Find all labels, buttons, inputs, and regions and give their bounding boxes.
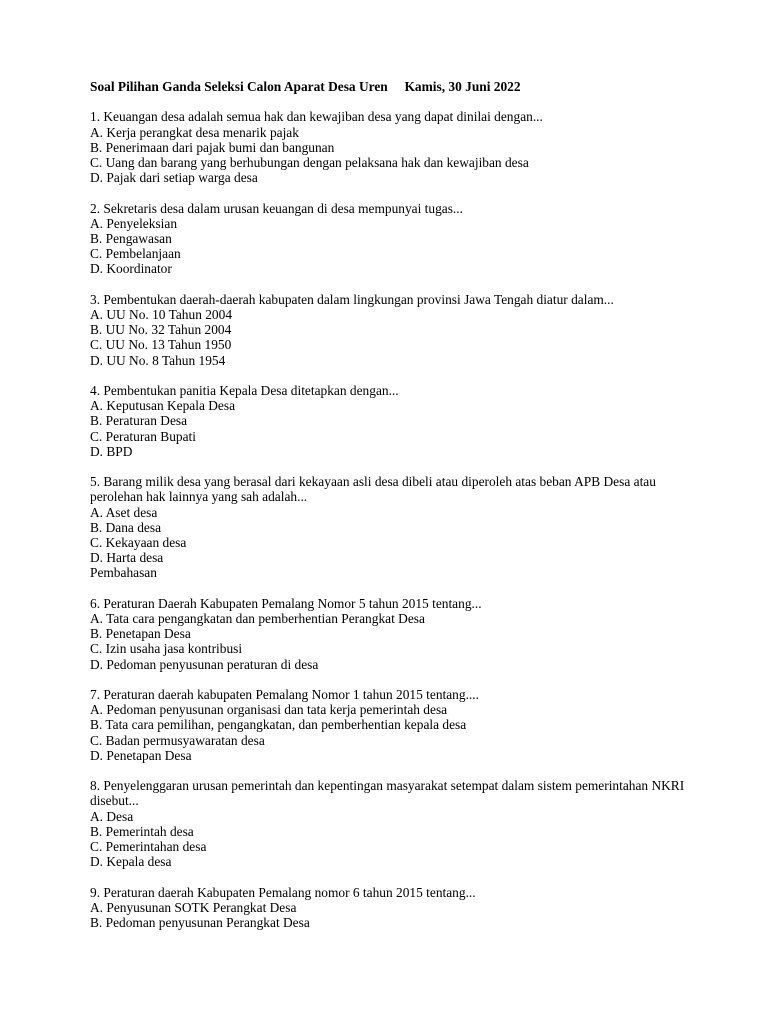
- question-block: [90, 778, 690, 869]
- question-note: Pembahasan: [90, 565, 157, 581]
- answer-option: B. Penerimaan dari pajak bumi dan bangunan: [90, 139, 335, 155]
- answer-option: C. Pemerintahan desa: [90, 839, 207, 855]
- answer-option: A. Pedoman penyusunan organisasi dan tata kerja pemerintah desa: [90, 702, 448, 718]
- answer-option: B. Tata cara pemilihan, pengangkatan, dan pemberhentian kepala desa: [90, 717, 467, 733]
- answer-option: A. Desa: [90, 808, 134, 824]
- answer-option: C. Uang dan barang yang berhubungan dengan pelaksana hak dan kewajiban desa: [90, 155, 529, 170]
- question-text: 1. Keuangan desa adalah semua hak dan kewajiban desa yang dapat dinilai dengan...: [90, 109, 543, 125]
- answer-option: A. Kerja perangkat desa menarik pajak: [90, 124, 299, 140]
- answer-option: C. Pembelanjaan: [90, 246, 181, 262]
- answer-option: B. Pengawasan: [90, 231, 172, 246]
- document-content: [90, 79, 690, 930]
- answer-option: C. Peraturan Bupati: [90, 428, 196, 444]
- question-text: 2. Sekretaris desa dalam urusan keuangan di desa mempunyai tugas...: [90, 200, 463, 216]
- question-block: [90, 292, 690, 368]
- answer-option: D. UU No. 8 Tahun 1954: [90, 352, 226, 368]
- answer-option: A. Tata cara pengangkatan dan pemberhentian Perangkat Desa: [90, 611, 425, 627]
- question-text: 6. Peraturan Daerah Kabupaten Pemalang Nomor 5 tahun 2015 tentang...: [90, 595, 482, 611]
- answer-option: D. Kepala desa: [90, 854, 172, 870]
- question-block: [90, 596, 690, 672]
- answer-option: B. UU No. 32 Tahun 2004: [90, 322, 232, 338]
- answer-option: A. UU No. 10 Tahun 2004: [90, 307, 233, 322]
- answer-option: C. Badan permusyawaratan desa: [90, 732, 265, 748]
- answer-option: C. Kekayaan desa: [90, 535, 187, 551]
- question-block: [90, 109, 690, 185]
- answer-option: B. Pemerintah desa: [90, 823, 194, 839]
- answer-option: B. Pedoman penyusunan Perangkat Desa: [90, 915, 310, 931]
- answer-option: C. Izin usaha jasa kontribusi: [90, 641, 243, 657]
- answer-option: A. Penyeleksian: [90, 215, 178, 231]
- question-block: [90, 687, 690, 763]
- question-block: [90, 474, 690, 580]
- answer-option: A. Penyusunan SOTK Perangkat Desa: [90, 899, 297, 915]
- document-title: [90, 79, 690, 94]
- answer-option: B. Peraturan Desa: [90, 413, 188, 429]
- question-list: [90, 109, 690, 930]
- question-text: 5. Barang milik desa yang berasal dari kekayaan asli desa dibeli atau diperoleh atas beban APB Desa atau perolehan hak lainnya yang sah adalah...: [90, 474, 656, 505]
- answer-option: D. Pajak dari setiap warga desa: [90, 170, 258, 186]
- answer-option: D. Pedoman penyusunan peraturan di desa: [90, 656, 319, 672]
- question-block: [90, 885, 690, 931]
- question-text: 4. Pembentukan panitia Kepala Desa ditetapkan dengan...: [90, 383, 399, 398]
- question-text: 7. Peraturan daerah kabupaten Pemalang Nomor 1 tahun 2015 tentang....: [90, 687, 479, 703]
- answer-option: A. Aset desa: [90, 504, 158, 520]
- question-text: 8. Penyelenggaran urusan pemerintah dan kepentingan masyarakat setempat dalam sistem pemerintahan NKRI disebut...: [90, 778, 685, 809]
- title-text: Soal Pilihan Ganda Seleksi Calon Aparat Desa Uren: [90, 79, 388, 94]
- answer-option: D. Harta desa: [90, 550, 164, 566]
- question-block: [90, 201, 690, 277]
- answer-option: B. Dana desa: [90, 519, 162, 535]
- question-text: 3. Pembentukan daerah-daerah kabupaten dalam lingkungan provinsi Jawa Tengah diatur dalam...: [90, 291, 614, 307]
- title-date: Kamis, 30 Juni 2022: [404, 79, 521, 94]
- answer-option: B. Penetapan Desa: [90, 626, 191, 642]
- answer-option: C. UU No. 13 Tahun 1950: [90, 337, 232, 353]
- answer-option: D. Koordinator: [90, 261, 172, 277]
- question-text: 9. Peraturan daerah Kabupaten Pemalang nomor 6 tahun 2015 tentang...: [90, 884, 476, 900]
- answer-option: D. Penetapan Desa: [90, 747, 192, 763]
- answer-option: A. Keputusan Kepala Desa: [90, 398, 236, 414]
- answer-option: D. BPD: [90, 443, 133, 459]
- question-block: [90, 383, 690, 459]
